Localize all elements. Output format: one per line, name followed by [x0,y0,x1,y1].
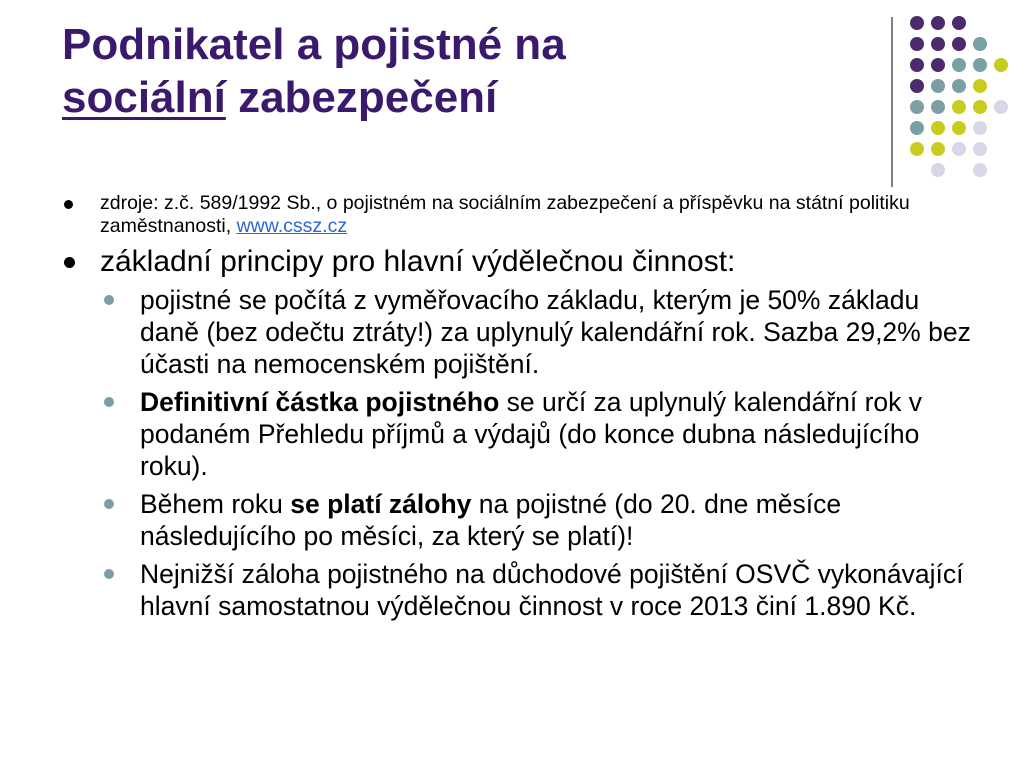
sub-bullet-dot [104,499,114,509]
sub-bullet-dot [104,295,114,305]
sub-bullet-final-amount [60,386,980,482]
decor-dot [952,16,966,30]
decor-dot [994,58,1008,72]
decor-dot [973,79,987,93]
decor-dot [910,100,924,114]
sources-text: zdroje: z.č. 589/1992 Sb., o pojistném na sociálním zabezpečení a příspěvku na státní politiku zaměstnanosti, [100,192,910,237]
sub-bullet-text: Během roku [140,489,291,519]
principles-text: základní principy pro hlavní výdělečnou činnost: [100,245,736,278]
decor-dot [994,100,1008,114]
sub-bullet-text: na pojistné (do 20. dne měsíce následujícího po měsíci, za který se platí)! [140,489,842,551]
decor-dot [910,79,924,93]
title-line-2-rest: zabezpečení [225,73,498,122]
sub-bullet-text: se určí za uplynulý kalendářní rok v podaném Přehledu příjmů a výdajů (do konce dubna následujícího roku). [140,387,923,481]
sub-bullet-minimum-advance [60,558,980,622]
decor-dot [910,37,924,51]
bullet-principles [60,244,980,280]
bullet-dot [64,200,73,209]
divider-line [891,17,893,187]
decor-dot [952,58,966,72]
decor-dot [952,37,966,51]
decor-dot [931,79,945,93]
decor-dot [910,16,924,30]
decor-dot [973,142,987,156]
decor-dot [973,58,987,72]
sub-bullet-dot [104,397,114,407]
decor-dot [910,58,924,72]
decor-dot [931,37,945,51]
cssz-link[interactable]: www.cssz.cz [236,215,348,237]
decor-dot [973,121,987,135]
decor-dot [931,58,945,72]
sub-bullet-assessment-base [60,284,980,380]
decor-dot [910,142,924,156]
bullet-dot [64,257,75,268]
sub-bullet-text: Nejnižší záloha pojistného na důchodové pojištění OSVČ vykonávající hlavní samostatnou výdělečnou činnost v roce 2013 činí 1.890 Kč. [140,559,964,621]
decor-dot [931,163,945,177]
decor-dot [931,100,945,114]
sub-bullet-advances [60,488,980,552]
bullet-sources [60,192,980,238]
decor-dot [952,79,966,93]
slide-title [62,18,862,124]
decor-dot [931,16,945,30]
sub-bullet-text: pojistné se počítá z vyměřovacího základu, kterým je 50% základu daně (bez odečtu ztráty!) za uplynulý kalendářní rok. Sazba 29,2% bez účasti na nemocenském pojištění. [140,285,971,379]
title-line-1: Podnikatel a pojistné na [62,20,566,69]
sub-bullet-dot [104,569,114,579]
decor-dot [973,100,987,114]
decor-dot [910,121,924,135]
sub-bullet-bold-text: se platí zálohy [290,489,472,519]
decor-dot [952,121,966,135]
sub-bullet-bold-text: Definitivní částka pojistného [140,387,500,417]
decor-dot [931,142,945,156]
decor-dot [952,100,966,114]
decor-dot [952,142,966,156]
decor-dot [973,37,987,51]
decor-dot [931,121,945,135]
decor-dot [973,163,987,177]
slide-body [60,192,980,628]
title-underlined-word: sociální [62,73,226,122]
